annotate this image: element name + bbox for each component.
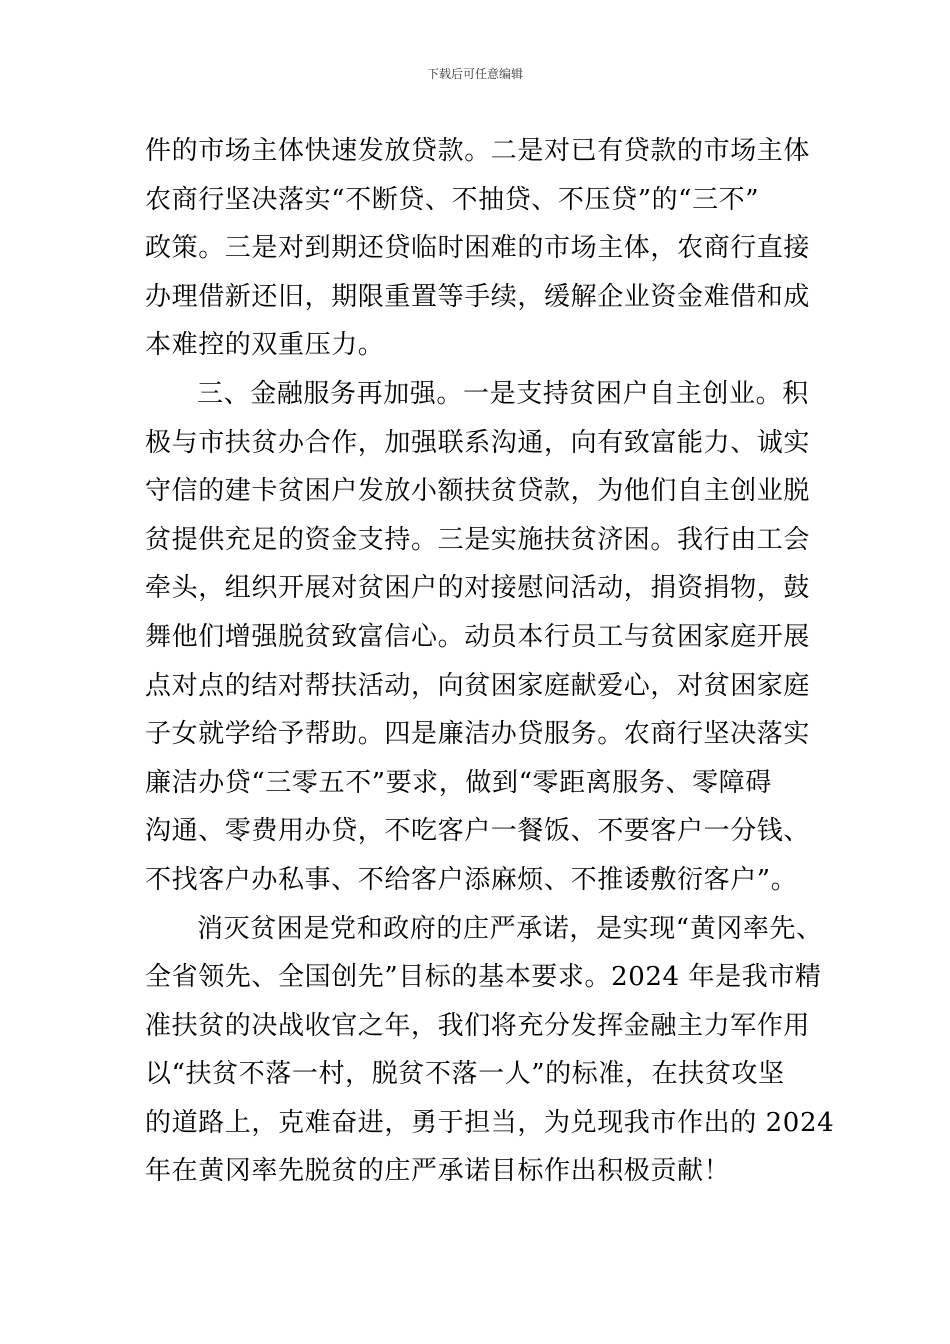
document-body — [145, 127, 835, 1196]
text-line: 的道路上，克难奋进，勇于担当，为兑现我市作出的 2024 — [145, 1107, 835, 1138]
text-line: 不找客户办私事、不给客户添麻烦、不推诿敷衍客户”。 — [145, 864, 798, 895]
text-line: 沟通、零费用办贷，不吃客户一餐饭、不要客户一分钱、 — [145, 816, 811, 847]
paragraph-start-line: 消灭贫困是党和政府的庄严承诺，是实现“黄冈率先、 — [197, 913, 823, 944]
text-line: 廉洁办贷“三零五不”要求，做到“零距离服务、零障碍 — [145, 767, 772, 798]
text-line: 贫提供充足的资金支持。三是实施扶贫济困。我行由工会 — [145, 524, 811, 555]
text-line: 政策。三是对到期还贷临时困难的市场主体，农商行直接 — [145, 233, 811, 264]
text-line: 本难控的双重压力。 — [145, 330, 385, 361]
text-line: 牵头，组织开展对贫困户的对接慰问活动，捐资捐物，鼓 — [145, 573, 811, 604]
text-line: 以“扶贫不落一村，脱贫不落一人”的标准，在扶贫攻坚 — [145, 1059, 785, 1090]
text-line: 舞他们增强脱贫致富信心。动员本行员工与贫困家庭开展 — [145, 621, 811, 652]
text-line: 件的市场主体快速发放贷款。二是对已有贷款的市场主体 — [145, 136, 811, 166]
text-line: 全省领先、全国创先”目标的基本要求。2024 年是我市精 — [145, 962, 822, 993]
text-line: 子女就学给予帮助。四是廉洁办贷服务。农商行坚决落实 — [145, 719, 811, 750]
text-line: 极与市扶贫办合作，加强联系沟通，向有致富能力、诚实 — [145, 427, 811, 458]
paragraph-start-line: 三、金融服务再加强。一是支持贫困户自主创业。积 — [197, 378, 809, 409]
text-line: 守信的建卡贫困户发放小额扶贫贷款，为他们自主创业脱 — [145, 476, 811, 507]
text-line: 年在黄冈率先脱贫的庄严承诺目标作出积极贡献！ — [145, 1156, 731, 1187]
text-line: 农商行坚决落实“不断贷、不抽贷、不压贷”的“三不” — [145, 184, 760, 215]
text-line: 点对点的结对帮扶活动，向贫困家庭献爱心，对贫困家庭 — [145, 670, 811, 701]
header-note: 下载后可任意编辑 — [426, 67, 523, 81]
text-line: 办理借新还旧，期限重置等手续，缓解企业资金难借和成 — [145, 281, 811, 312]
text-line: 准扶贫的决战收官之年，我们将充分发挥金融主力军作用 — [145, 1010, 811, 1041]
